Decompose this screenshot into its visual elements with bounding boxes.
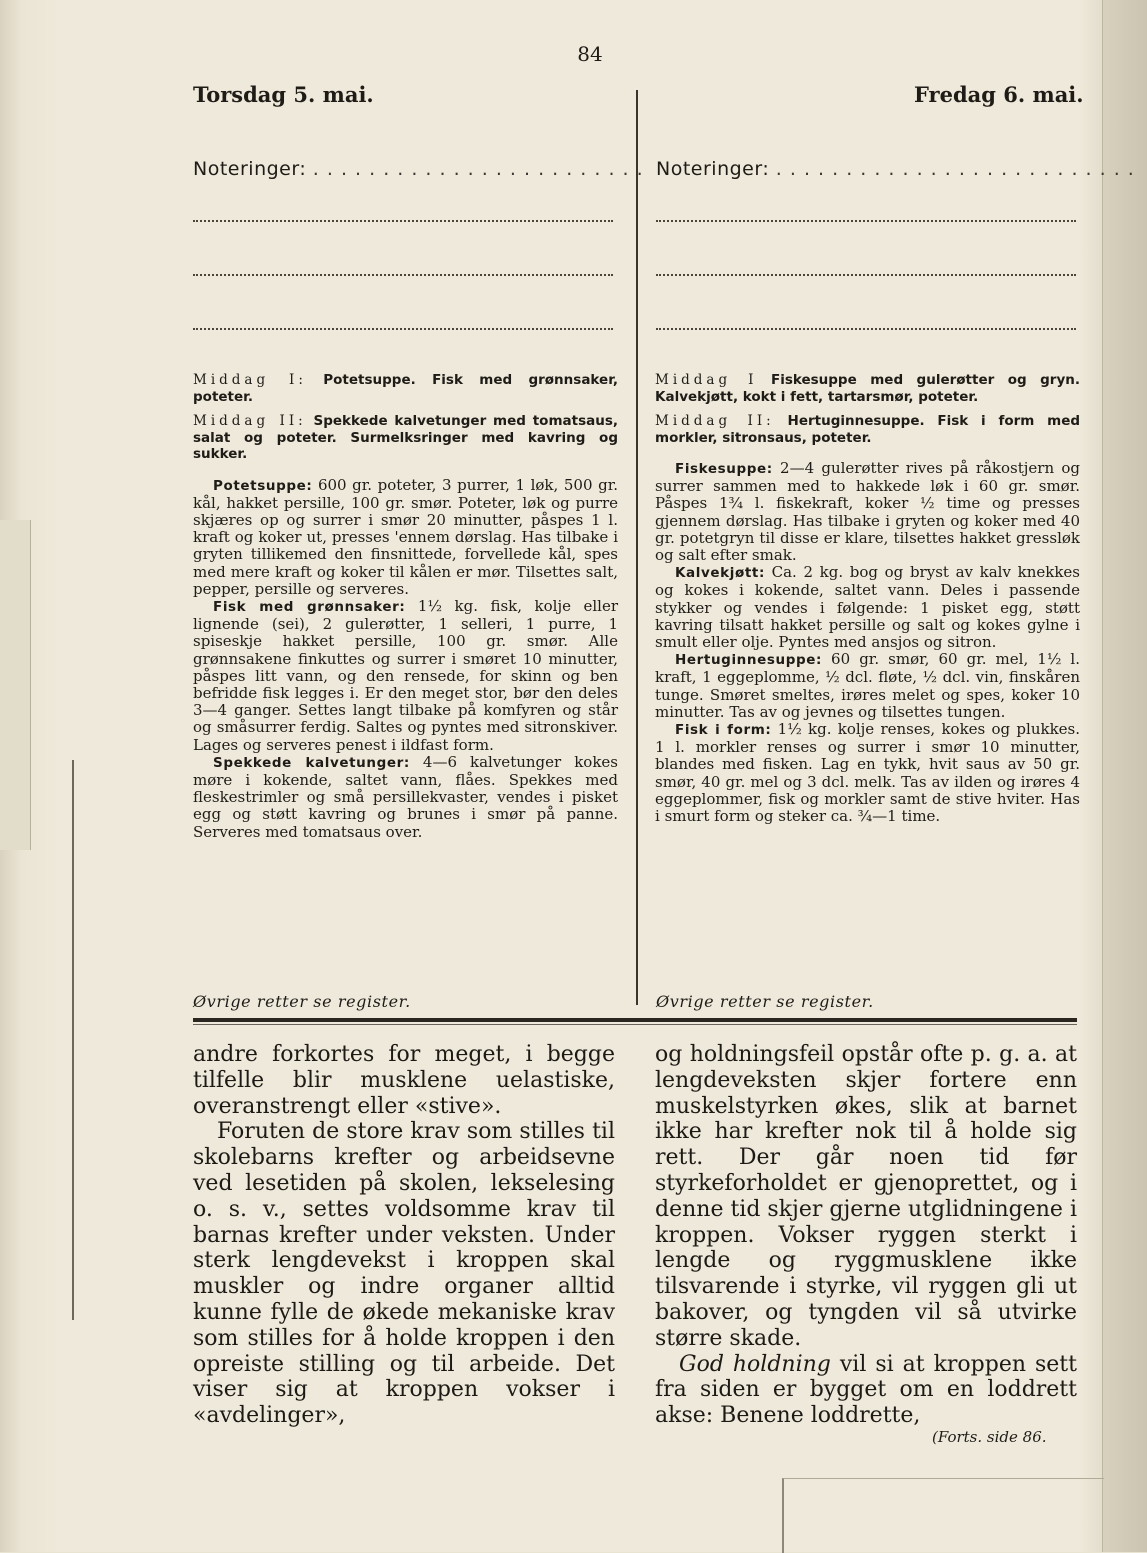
article-right-paragraph-2-text: vil si at kroppen sett fra siden er bygget om en loddrett akse: Benene loddrette,: [655, 1351, 1077, 1429]
right-note-line-3: [656, 328, 1076, 330]
right-note-line-2: [656, 274, 1076, 276]
right-register-note: Øvrige retter se register.: [656, 992, 874, 1011]
article-left-paragraph-1: andre forkortes for meget, i begge tilfelle blir musklene uelastiske, overanstrengt eller «stive».: [193, 1042, 615, 1119]
left-menu-2-label: Middag II:: [193, 413, 307, 429]
article-right-paragraph-1: og holdningsfeil opstår ofte p. g. a. at lengdeveksten skjer fortere enn muskelstyrken økes, slik at barnet ikke har krefter nok til å holde sig rett. Der går noen tid før styrkeforholdet er gjenoprettet, og i denne tid skjer gjerne utglidningene i kroppen. Vokser ryggen sterkt i lengde og ryggmusklene ikke tilsvarende i styrke, vil ryggen gli ut bakover, og tyngden vil så utvirke større skade.: [655, 1042, 1077, 1351]
right-menu-1-label: Middag I: [655, 372, 758, 388]
left-register-note: Øvrige retter se register.: [193, 992, 411, 1011]
left-notes-dots: . . . . . . . . . . . . . . . . . . . . . . . .: [312, 158, 644, 180]
left-recipe-2-title: Fisk med grønnsaker:: [213, 598, 406, 615]
bottom-corner-box: [782, 1478, 1104, 1553]
right-recipe-4: [655, 721, 1080, 825]
right-menu-2-label: Middag II:: [655, 413, 775, 429]
right-recipe-4-title: Fisk i form:: [675, 722, 772, 739]
right-recipe-3-title: Hertuginnesuppe:: [675, 652, 822, 669]
left-day-title: Torsdag 5. mai.: [193, 82, 374, 107]
left-note-line-3: [193, 328, 613, 330]
page-edge-right: [1102, 0, 1147, 1552]
left-menu-2-text: Spekkede kalvetunger med tomatsaus, salat og poteter. Surmelksringer med kavring og sukker.: [193, 413, 618, 462]
left-recipe-3: [193, 754, 618, 841]
article-right-column: [655, 1042, 1077, 1429]
article-left-column: [193, 1042, 615, 1429]
left-notes-heading: [193, 158, 644, 180]
right-recipe-1-title: Fiskesuppe:: [675, 461, 773, 477]
left-menu-2: [193, 413, 618, 463]
right-recipe-1-text: 2—4 gulerøtter rives på råkostjern og surrer sammen med to hakkede løk i 60 gr. smør. Påspes 1¾ l. fiskekraft, koker ½ time og presses gjennem dørslag. Has tilbake i gryten og koker med 40 gr. potetgryn til disse er klare, tilsettes hakket gressløk og salt efter smak.: [655, 459, 1080, 565]
binder-notch: [0, 520, 31, 850]
binder-line: [72, 760, 74, 1320]
article-left-paragraph-2: Foruten de store krav som stilles til skolebarns krefter og arbeidsevne ved lesetiden på skolen, lekselesing o. s. v., settes voldsomme krav til barnas krefter under veksten. Under sterk lengdevekst i kroppen skal muskler og indre organer alltid kunne fylle de økede mekaniske krav som stilles for å holde kroppen i den opreiste stilling og til arbeide. Det viser sig at kroppen vokser i «avdelinger»,: [193, 1119, 615, 1429]
left-menu-1-label: Middag I:: [193, 372, 307, 388]
right-menu-2: [655, 413, 1080, 446]
right-note-line-1: [656, 220, 1076, 222]
section-rule: [193, 1018, 1077, 1022]
left-menu-1-text: Potetsuppe. Fisk med grønnsaker, poteter.: [193, 372, 618, 405]
right-menu-1: [655, 372, 1080, 405]
right-notes-dots: . . . . . . . . . . . . . . . . . . . . . . . . . .: [775, 158, 1135, 180]
page-number: 84: [577, 42, 603, 66]
right-recipe-column: [655, 372, 1080, 825]
right-recipe-1: [655, 460, 1080, 564]
continued-note: (Forts. side 86.: [932, 1428, 1047, 1446]
left-note-line-2: [193, 274, 613, 276]
article-emphasis: God holdning: [679, 1351, 831, 1377]
right-menu-2-text: Hertuginnesuppe. Fisk i form med morkler, sitronsaus, poteter.: [655, 413, 1081, 446]
right-recipe-4-text: 1½ kg. kolje renses, kokes og plukkes. 1 l. morkler renses og surrer i smør 10 minutter, blandes med fisken. Lag en tykk, hvit saus av 50 gr. smør, 40 gr. mel og 3 dcl. melk. Tas av ilden og irøres 4 eggeplommer, fisk og morkler samt de stive hviter. Has i smurt form og steker ca. ¾—1 time.: [655, 720, 1080, 826]
left-notes-label: Noteringer:: [193, 158, 307, 180]
left-recipe-column: [193, 372, 618, 841]
right-menu-1-text: Fiskesuppe med gulerøtter og gryn. Kalvekjøtt, kokt i fett, tartarsmør, poteter.: [655, 372, 1080, 405]
left-recipe-2: [193, 598, 618, 754]
left-recipe-1-text: 600 gr. poteter, 3 purrer, 1 løk, 500 gr. kål, hakket persille, 100 gr. smør. Poteter, løk og purre skjæres op og surrer i smør 20 minutter, påspes 1 l. kraft og koker ut, presses 'ennem dørslag. Has tilbake i gryten tillikemed den finsnittede, forvellede kål, spes med mere kraft og koker til kålen er mør. Tilsettes salt, pepper, persille og serveres.: [193, 475, 618, 598]
right-recipe-2-text: Ca. 2 kg. bog og bryst av kalv knekkes og kokes i kokende, saltet vann. Deles i passende stykker og vendes i følgende: 1 pisket egg, støtt kavring tilsatt hakket persille og salt og kokes gylne i smult eller olje. Pyntes med ansjos og sitron.: [655, 563, 1080, 652]
article-right-paragraph-2: [655, 1352, 1077, 1429]
right-notes-label: Noteringer:: [656, 158, 770, 180]
left-recipe-2-text: 1½ kg. fisk, kolje eller lignende (sei), 2 gulerøtter, 1 selleri, 1 purre, 1 spiseskje hakket persille, 100 gr. smør. Alle grønnsakene finkuttes og surrer i smøret 10 minutter, påspes litt vann, og den rensede, for skinn og ben befridde fisk legges i. Er den meget stor, bør den deles 3—4 ganger. Settes langt tilbake på komfyren og står og småsurrer ferdig. Saltes og pyntes med sitronskiver. Lages og serveres penest i ildfast form.: [193, 596, 618, 754]
right-recipe-3-text: 60 gr. smør, 60 gr. mel, 1½ l. kraft, 1 eggeplomme, ½ dcl. fløte, ½ dcl. vin, finskåren tunge. Smøret smeltes, irøres melet og spes, koker 10 minutter. Tas av og jevnes og tilsettes tungen.: [655, 650, 1080, 721]
left-recipe-1-title: Potetsuppe:: [213, 477, 313, 494]
left-recipe-3-title: Spekkede kalvetunger:: [213, 754, 410, 771]
right-day-title: Fredag 6. mai.: [914, 82, 1084, 107]
left-recipe-3-text: 4—6 kalvetunger kokes møre i kokende, saltet vann, flåes. Spekkes med fleskestrimler og små persillekvaster, vendes i pisket egg og støtt kavring og brunes i smør på panne. Serveres med tomatsaus over.: [193, 752, 618, 841]
column-divider: [636, 90, 638, 1005]
left-note-line-1: [193, 220, 613, 222]
section-rule-thin: [193, 1024, 1077, 1025]
right-recipe-3: [655, 651, 1080, 721]
left-menu-1: [193, 372, 618, 405]
left-recipe-1: [193, 477, 618, 598]
right-recipe-2-title: Kalvekjøtt:: [675, 565, 765, 582]
right-recipe-2: [655, 564, 1080, 651]
right-notes-heading: [656, 158, 1135, 180]
